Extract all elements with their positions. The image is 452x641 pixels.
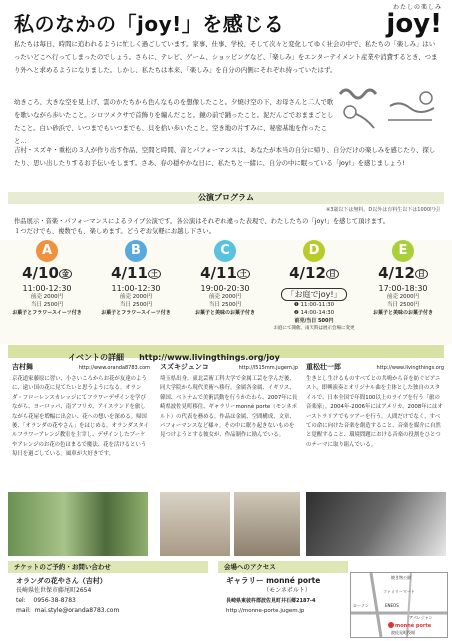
intro-paragraph-2: 幼きころ、大きな空を見上げ、雲のかたちから色んなものを想像したこと。夕焼け空の下、お母さんと二人で歌を歌いながら歩いたこと。シロツメクサで首飾りを編んだこと。鏡の前で踊ったこと。泥だんごでおままごとしたこと。白い砂浜で、いつまでもいつまでも、貝を拾い歩いたこと。空き地の片すみに、秘密基地を作ったこと… <box>14 98 334 145</box>
event-letter: D <box>303 240 325 262</box>
event-price-advance: 前売 2000円 <box>30 294 64 300</box>
details-url-link[interactable]: http://www.livingthings.org/joy <box>139 353 280 362</box>
map-label-park: 焼き物公園 <box>391 575 411 580</box>
event-weekday: 土 <box>237 269 250 279</box>
gallery-photo-1 <box>160 492 230 556</box>
event-price-door: 当日 2500円 <box>119 302 153 308</box>
brand-subtitle: わたしの楽しみ <box>392 4 442 11</box>
event-date: 4/11 土 <box>93 264 179 282</box>
event-c <box>182 240 268 317</box>
ticket-mail: mail: mai.style@oranda8783.com <box>16 607 120 614</box>
event-time: 「お庭でjoy!」 <box>281 288 346 301</box>
event-d <box>271 240 357 333</box>
event-time: 19:00-20:30 <box>200 284 250 293</box>
intro-paragraph-1: 私たちは毎日、時間に追われるように忙しく過ごしています。家事、仕事、学校、そして次々と変化してゆく社会の中で、私たちの「楽しみ」はいったいどこへ行ってしまったのでしょう。さらに、テレビ、ゲーム、ショッピングなど、「楽しみ」をエンターテイメント産業や消費するとき、つまり外へと求めるようになりました。しかし、私たちは本来、「楽しみ」を自分の内側にそれぞれ持っていたはず。 <box>14 40 438 74</box>
program-description <box>14 217 444 237</box>
venue-url-link[interactable]: http://monne-porte.jugem.jp <box>226 608 305 614</box>
event-extra: お菓子とフラワースイーツ付き <box>101 310 171 316</box>
artist-url-link[interactable]: http://www.livingthings.org <box>376 365 444 371</box>
event-letter: E <box>392 240 414 262</box>
event-date: 4/12 日 <box>271 264 357 282</box>
details-title: イベントの詳細 <box>68 353 124 362</box>
map-label-familymart: ファミリーマート <box>383 589 415 594</box>
event-letter: A <box>36 240 58 262</box>
event-b <box>93 240 179 317</box>
brand-name: joy! <box>386 9 442 39</box>
page-title: 私のなかの「joy!」を感じる <box>14 12 285 36</box>
artist-url-link[interactable]: http://l515mm.jugem.jp <box>238 365 298 371</box>
ticket-title: チケットのご予約・お問い合わせ <box>8 561 208 573</box>
map-label-lawson: ローソン <box>353 603 369 608</box>
event-price-advance: 前売 2000円 <box>386 294 420 300</box>
program-note: ※3歳以下は無料。D以外は有料生以下は1000円引 <box>326 207 440 213</box>
event-date: 4/11 土 <box>182 264 268 282</box>
event-note: お庭にて開催。雨天時は展示会場に変更 <box>273 326 355 331</box>
access-map <box>350 572 448 638</box>
gallery-photo-2 <box>234 492 300 556</box>
events-area <box>0 240 452 344</box>
program-header-bar <box>8 192 444 204</box>
flower-forest-photo <box>8 492 148 556</box>
program-title: 公演プログラム <box>198 193 254 202</box>
map-label-venue: monné porte <box>395 623 432 629</box>
artist-yoshimura <box>12 362 150 460</box>
venue-address: 長崎県東彼杵郡波佐見町井石郷2187-4 <box>226 598 316 604</box>
event-time: 11:00-12:30 <box>22 284 72 293</box>
event-time: 11:00-12:30 <box>111 284 161 293</box>
event-a <box>4 240 90 317</box>
event-price-door: 当日 2500円 <box>386 302 420 308</box>
artist-name: 吉村舞 <box>12 363 33 371</box>
artist-name: スズキジュンコ <box>160 363 209 371</box>
ticket-contact <box>8 561 208 636</box>
event-weekday: 土 <box>148 269 161 279</box>
children-illustration-icon <box>330 80 440 135</box>
tel-link[interactable]: 0956-38-8783 <box>33 597 76 604</box>
map-label-townhall: 波佐見町役場 <box>391 630 415 635</box>
artist-bio: 京花道家藤原に習い、小さいころからお花が友達のように、遠い国の花に見てたいと思うようになる。オランダ・フローレンスカレッジにてフラワーデザインを学びながら、ヨーロッパ、南アフリカ、アイスランドを旅しながら花屋を増幅に出会い、花への想いを深める。帰国後、「オランダの花やさん」をはじめる。オランダスタイルフラワーアレンジ教室を主宰し、デザインしたブーケやアレンジのお花の色はまるで魔法、花を活けるという毎日を過ごしている。風車が大好きです。 <box>12 376 149 458</box>
map-label-eneos: ENEOS <box>385 603 399 608</box>
program-desc-line-1: 作品展示・音楽・パフォーマンスによるライブ公演です。各公演はそれぞれ違った表現で、わたしたちの「joy!」を感じて頂けます。 <box>14 218 390 225</box>
event-price-door: 当日 2500円 <box>30 302 64 308</box>
event-weekday: 日 <box>415 269 428 279</box>
artist-bio: 生きとし生けるものすべてとの共鳴から音を紡ぐピアニスト。即興演奏とオリジナル曲を主体とした独自のスタイルで、日本全国で年間100以上のライブを行う「旅の音楽家」。2004年-2006年にはアメリカ、2008年にはオーストラリアでもツアーを行う。人間だけでなく、すべての命に向けた音楽を創造すること、音楽を媒介に自然と覚醒すること、環境問題における音楽の役割をひとつのテーマに取り組んでいる。 <box>306 376 443 448</box>
event-session-1: ❶ 11:00-11:30 <box>293 302 335 308</box>
event-time: 17:00-18:30 <box>378 284 428 293</box>
event-letter: C <box>214 240 236 262</box>
event-extra: お菓子と美味のお菓子付き <box>194 310 255 316</box>
event-price-door: 当日 2500円 <box>208 302 242 308</box>
map-label-apparejan: アパレジャン <box>409 615 433 620</box>
artist-shigematsu <box>306 362 444 450</box>
details-header-bar <box>8 345 444 362</box>
brand-logo <box>386 2 442 37</box>
artist-name: 重松壮一郎 <box>306 363 341 371</box>
event-price-advance: 前売 2000円 <box>119 294 153 300</box>
event-extra: お菓子と美味のお菓子付き <box>372 310 433 316</box>
artist-url-link[interactable]: http://www.oranda8783.com <box>78 365 150 371</box>
artist-suzuki <box>160 362 298 441</box>
artist-bio: 埼玉県出身。東北芸術工科大学で金属工芸を学んだ後、同大学院から現代美術へ移行。金属各金属、イギリス、韓国、ベトナムで美術活動を行うかたわら、2007年に長崎県波佐見町移住、ギャラリーmonné porte（モンネポルト）の代表を務める。作品は金属、空間構成、文章、パフォーマンスなど様々。その中に眠り起きないものを見つけようとする彼女が、作品制作に励んでいる。 <box>160 376 298 439</box>
event-session-2: ❷ 14:00-14:30 <box>293 310 335 316</box>
pianist-photo <box>306 492 446 556</box>
event-date: 4/10 金 <box>4 264 90 282</box>
venue-title: 会場へのアクセス <box>218 561 348 573</box>
venue-kana: （モンネポルト） <box>263 587 311 594</box>
event-letter: B <box>125 240 147 262</box>
ticket-address: 長崎県佐世保市藤尾町2654 <box>16 587 92 594</box>
event-price-advance: 前売 2000円 <box>208 294 242 300</box>
intro-paragraph-3: 吉村・スズキ・重松の３人が作り出す作品、空間と時間、音とパフォーマンスは、あなたが本当の自分に帰り、自分だけの楽しみを感じたり、探したり、思い出したりするお手伝いをします。さあ、春の穏やかな日に、私たちと一緒に、自分の中に眠っている「joy!」を感じましょう! <box>14 146 436 167</box>
program-desc-line-2: １つだけでも、複数でも、楽しめます。どうぞお気軽にお越し下さい。 <box>14 228 215 235</box>
venue-access <box>218 561 348 636</box>
event-weekday: 日 <box>326 269 339 279</box>
ticket-name: オランダの花やさん（吉村） <box>16 577 107 585</box>
event-date: 4/12 日 <box>360 264 446 282</box>
venue-name: ギャラリー monné porte <box>226 576 321 585</box>
event-e <box>360 240 446 317</box>
event-extra: お菓子とフラワースイーツ付き <box>12 310 82 316</box>
mail-link[interactable]: mai.style@oranda8783.com <box>34 607 120 614</box>
event-weekday: 金 <box>59 269 72 279</box>
event-price: 前売/当日 500円 <box>294 318 334 324</box>
ticket-tel: tel: 0956-38-8783 <box>16 597 76 604</box>
